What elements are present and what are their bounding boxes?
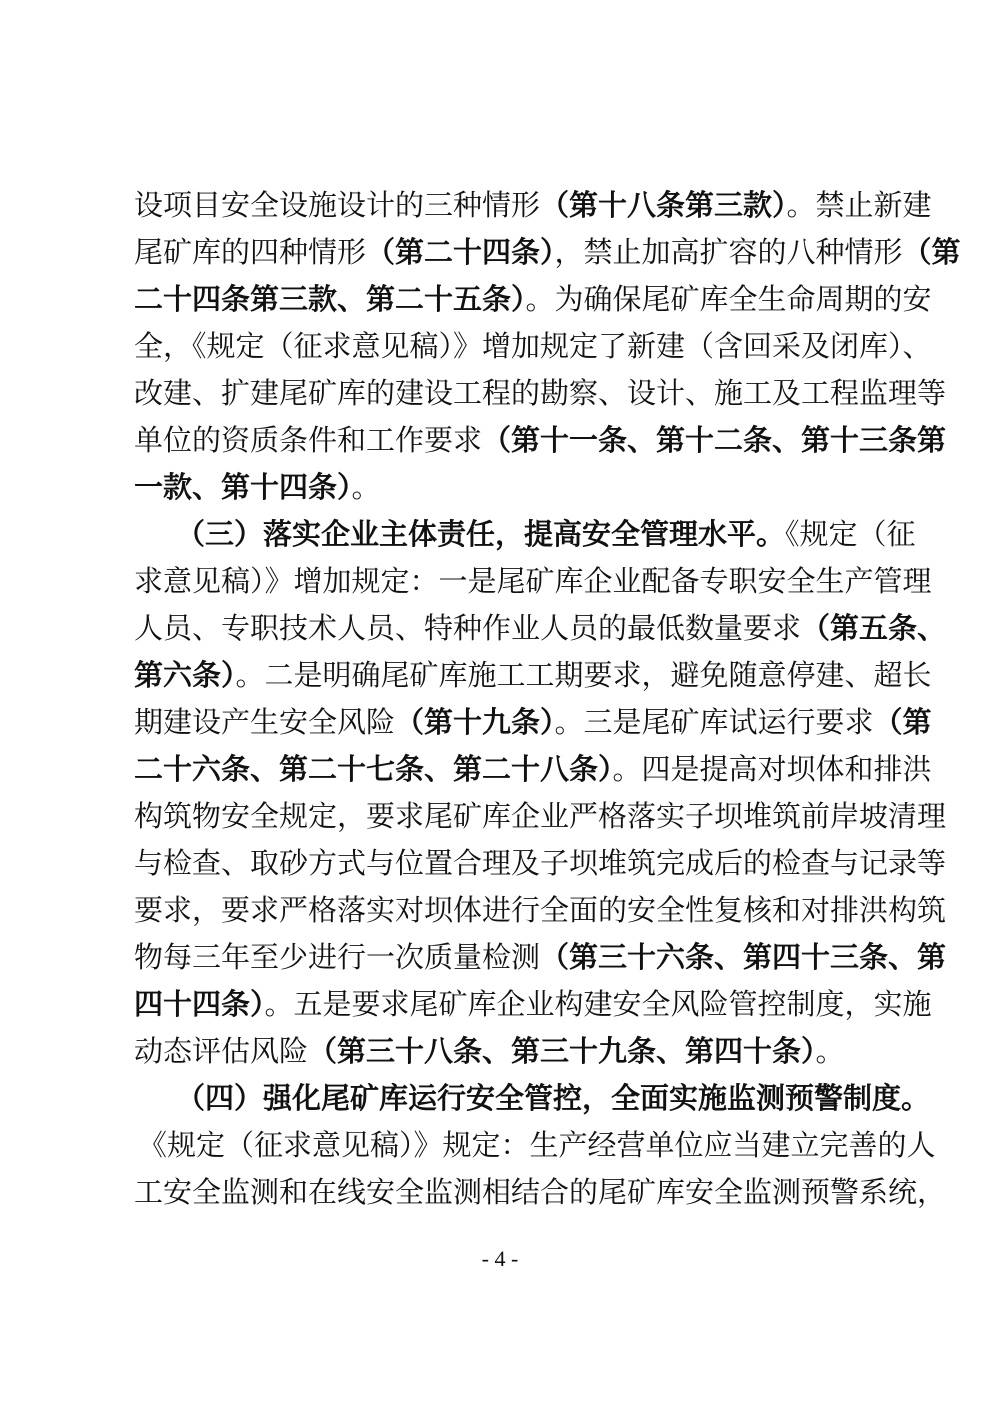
bold-text-run: （四）强化尾矿库运行安全管控，全面实施监测预警制度。 [176, 1081, 931, 1115]
text-run: 与检查、取砂方式与位置合理及子坝堆筑完成后的检查与记录等 [134, 846, 947, 880]
text-run: 求意见稿）》增加规定：一是尾矿库企业配备专职安全生产管理 [134, 564, 932, 598]
text-line [134, 276, 932, 323]
text-run: 尾矿库的四种情形 [134, 235, 367, 269]
text-run: 。二是明确尾矿库施工工期要求，避免随意停建、超长 [235, 658, 932, 692]
text-line [134, 652, 932, 699]
bold-text-run: （第三十八条、第三十九条、第四十条） [308, 1034, 816, 1068]
text-run: 。四是提高对坝体和排洪 [612, 752, 932, 786]
text-line [134, 370, 947, 417]
text-line [134, 934, 947, 981]
text-line [134, 182, 932, 229]
text-run: 动态评估风险 [134, 1034, 309, 1068]
text-line [134, 558, 932, 605]
text-line [134, 699, 932, 746]
text-run: 改建、扩建尾矿库的建设工程的勘察、设计、施工及工程监理等 [134, 376, 947, 410]
text-line [134, 605, 947, 652]
text-run: 《规定（征 [785, 517, 916, 551]
text-line [134, 1169, 947, 1216]
text-line [134, 464, 876, 511]
text-run: 人员、专职技术人员、特种作业人员的最低数量要求 [134, 611, 802, 645]
text-run: 。 [815, 1034, 845, 1068]
text-run: 。为确保尾矿库全生命周期的安 [525, 282, 932, 316]
bold-text-run: （第 [902, 235, 961, 269]
bold-text-run: 一款、第十四条） [134, 470, 352, 504]
text-line [134, 229, 961, 276]
text-line [134, 887, 947, 934]
text-run: 物每三年至少进行一次质量检测 [134, 940, 541, 974]
text-line [134, 417, 947, 464]
text-line [134, 746, 932, 793]
text-run: 。三是尾矿库试运行要求 [554, 705, 874, 739]
bold-text-run: （第二十四条） [366, 235, 555, 269]
bold-text-run: 四十四条） [134, 987, 265, 1021]
text-line [134, 840, 947, 887]
text-run: 期建设产生安全风险 [134, 705, 396, 739]
bold-text-run: （第十八条第三款） [540, 188, 787, 222]
text-line [134, 323, 932, 370]
text-run: 要求，要求严格落实对坝体进行全面的安全性复核和对排洪构筑 [134, 893, 947, 927]
page-number: - 4 - [481, 1246, 519, 1271]
bold-text-run: （三）落实企业主体责任，提高安全管理水平。 [176, 517, 786, 551]
text-line [134, 1028, 876, 1075]
text-run: 。五是要求尾矿库企业构建安全风险管控制度，实施 [264, 987, 932, 1021]
text-run: 。禁止新建 [786, 188, 932, 222]
text-run: 设项目安全设施设计的三种情形 [134, 188, 541, 222]
bold-text-run: 二十六条、第二十七条、第二十八条） [134, 752, 613, 786]
text-run: 构筑物安全规定，要求尾矿库企业严格落实子坝堆筑前岸坡清理 [134, 799, 947, 833]
text-line [134, 511, 916, 558]
text-line [134, 981, 932, 1028]
bold-text-run: （第十九条） [395, 705, 555, 739]
text-run: 工安全监测和在线安全监测相结合的尾矿库安全监测预警系统， [134, 1175, 947, 1209]
bold-text-run: （第 [873, 705, 932, 739]
text-run: 《规定（征求意见稿）》规定：生产经营单位应当建立完善的人 [138, 1128, 936, 1162]
text-line [134, 793, 947, 840]
bold-text-run: （第三十六条、第四十三条、第 [540, 940, 947, 974]
text-run: 。 [351, 470, 381, 504]
bold-text-run: 二十四条第三款、第二十五条） [134, 282, 526, 316]
text-line [134, 1122, 936, 1169]
document-body [134, 182, 961, 1216]
bold-text-run: （第五条、 [801, 611, 947, 645]
bold-text-run: 第六条） [134, 658, 236, 692]
bold-text-run: （第十一条、第十二条、第十三条第 [482, 423, 947, 457]
text-line [134, 1075, 931, 1122]
text-run: 单位的资质条件和工作要求 [134, 423, 483, 457]
text-run: ，禁止加高扩容的八种情形 [554, 235, 903, 269]
text-run: 全，《规定（征求意见稿）》增加规定了新建（含回采及闭库）、 [134, 329, 932, 363]
